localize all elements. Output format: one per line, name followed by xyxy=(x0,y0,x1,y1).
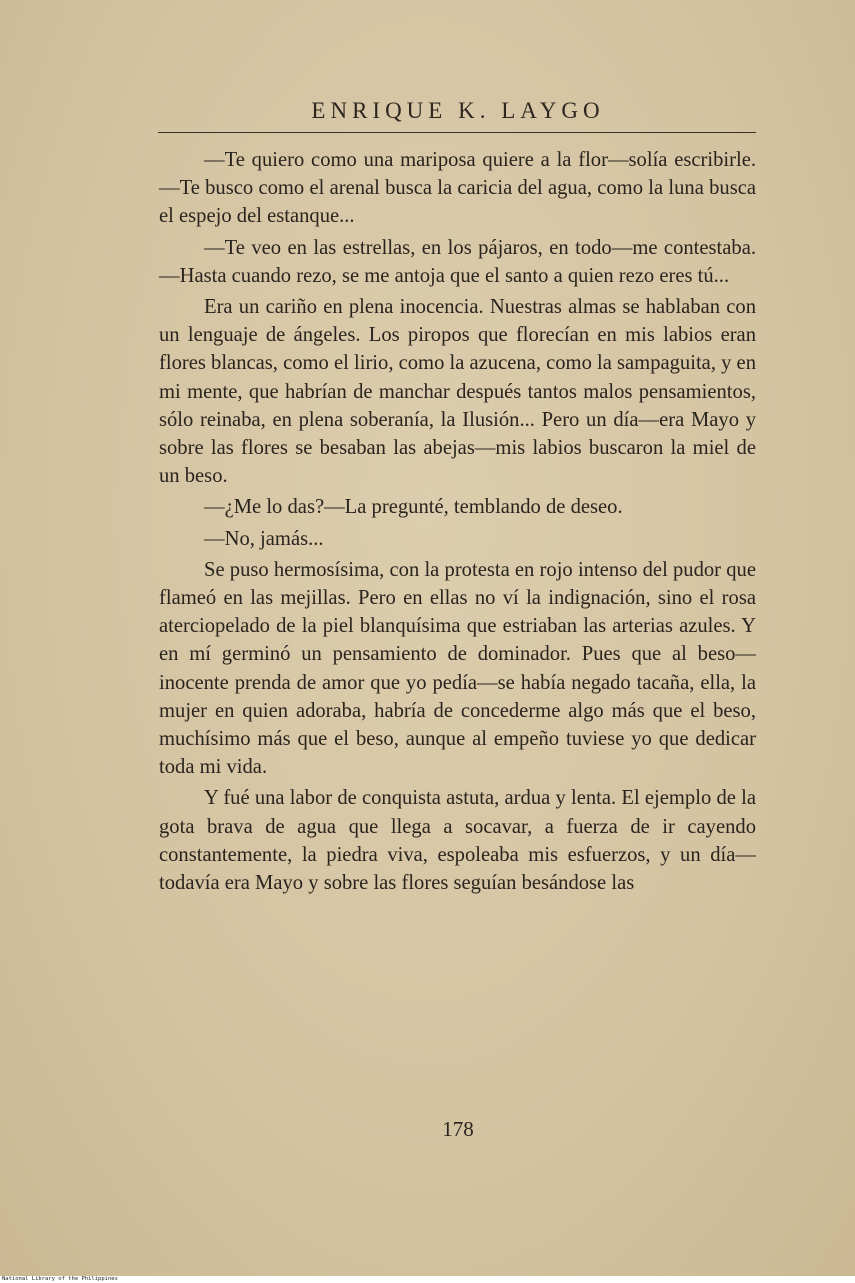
paragraph: —Te quiero como una mariposa quiere a la flor—solía escribirle.—Te busco como el arenal busca la caricia del agua, como la luna busca el espejo del estanque... xyxy=(159,149,756,228)
running-head: ENRIQUE K. LAYGO xyxy=(311,98,605,123)
paragraph: Era un cariño en plena inocencia. Nuestras almas se hablaban con un lenguaje de ángeles. Los piropos que florecían en mis labios eran flores blancas, como el lirio, como la azucena, como la sampaguita, y en mi mente, que habrían de manchar después tantos malos pensamientos, sólo reinaba, en plena soberanía, la Ilusión... Pero un día—era Mayo y sobre las flores se besaban las abejas—mis labios buscaron la miel de un beso. xyxy=(159,296,756,488)
library-credit: National Library of the Philippines xyxy=(2,1276,118,1282)
paragraph: Se puso hermosísima, con la protesta en rojo intenso del pudor que flameó en las mejillas. Pero en ellas no ví la indignación, sino el rosa aterciopelado de la piel blanquísima que estriaban las arterias azules. Y en mí germinó un pensamiento de dominador. Pues que al beso—inocente prenda de amor que yo pedía—se había negado tacaña, ella, la mujer en quien adoraba, habría de concederme algo más que el beso, muchísimo más que el beso, aunque al empeño tuviese yo que dedicar toda mi vida. xyxy=(159,558,756,779)
paragraph: —No, jamás... xyxy=(204,527,324,550)
body-text xyxy=(159,146,756,897)
paragraph: —¿Me lo das?—La pregunté, temblando de deseo. xyxy=(204,496,623,519)
footer-strip xyxy=(0,1276,855,1283)
header-rule xyxy=(158,132,756,133)
paragraph: —Te veo en las estrellas, en los pájaros, en todo—me contestaba.—Hasta cuando rezo, se me antoja que el santo a quien rezo eres tú... xyxy=(159,236,756,287)
paragraph: Y fué una labor de conquista astuta, ardua y lenta. El ejemplo de la gota brava de agua que llega a socavar, a fuerza de ir cayendo constantemente, la piedra viva, espoleaba mis esfuerzos, y un día—todavía era Mayo y sobre las flores seguían besándose las xyxy=(159,787,756,895)
page-number: 178 xyxy=(442,1117,474,1141)
